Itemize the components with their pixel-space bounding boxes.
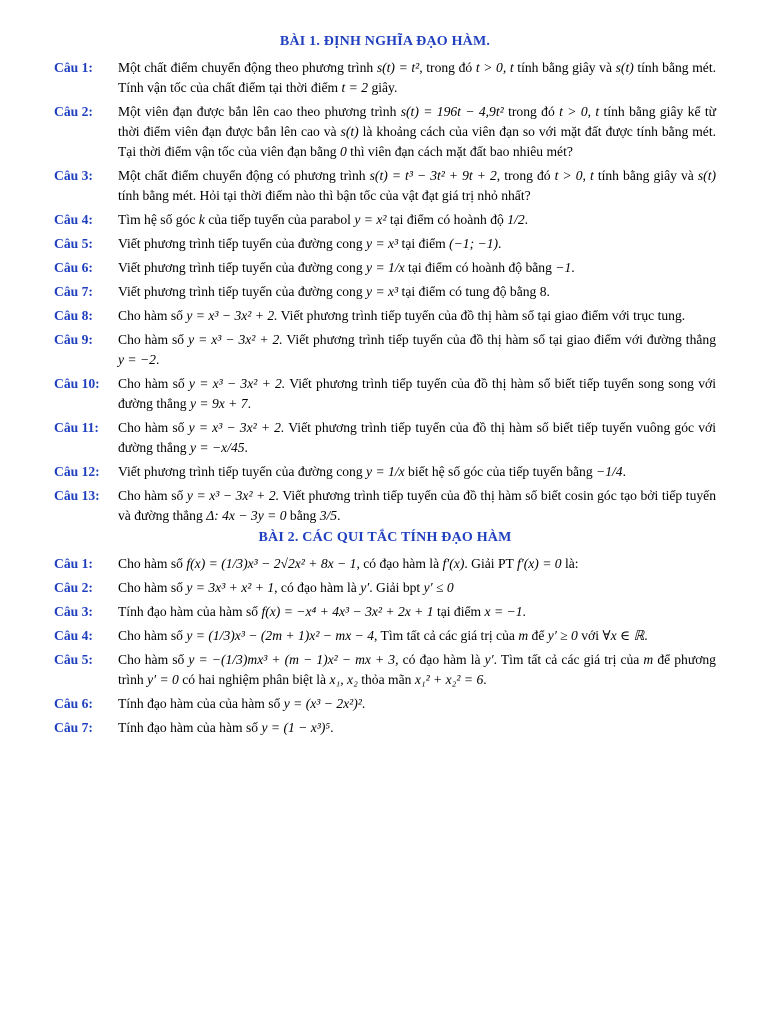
math-expression: y = x³ − 3x² + 2.: [186, 488, 280, 503]
text-segment: tại điểm: [433, 604, 485, 619]
math-expression: m: [518, 628, 529, 643]
question-label: Câu 11:: [54, 420, 99, 435]
math-expression: y = 3x³ + x² + 1: [186, 580, 275, 595]
question-item: [54, 102, 716, 162]
question-item: [54, 626, 716, 646]
text-segment: Cho hàm số: [118, 376, 189, 391]
question-text: [118, 578, 716, 598]
text-segment: giây.: [368, 80, 398, 95]
text-segment: .: [524, 212, 529, 227]
text-segment: bằng: [286, 508, 320, 523]
math-expression: f(x) = (1/3)x³ − 2√2x² + 8x − 1: [186, 556, 357, 571]
question-label: Câu 4:: [54, 628, 93, 643]
question-text: [118, 718, 716, 738]
text-segment: của tiếp tuyến của parabol: [204, 212, 355, 227]
question-item: [54, 166, 716, 206]
math-expression: t = 2: [341, 80, 369, 95]
text-segment: .: [155, 352, 160, 367]
question-item: [54, 578, 716, 598]
question-item: [54, 554, 716, 574]
question-item: [54, 234, 716, 254]
question-list: [54, 58, 716, 526]
question-text: [118, 210, 716, 230]
math-expression: y = −2: [118, 352, 156, 367]
question-item: [54, 602, 716, 622]
question-item: [54, 282, 716, 302]
question-item: [54, 374, 716, 414]
math-expression: t > 0, t: [554, 168, 594, 183]
text-segment: Viết phương trình tiếp tuyến của đường cong: [118, 236, 367, 251]
math-expression: y = x³ − 3x² + 2.: [188, 332, 283, 347]
question-text: [118, 462, 716, 482]
math-expression: −1: [555, 260, 572, 275]
section-title: BÀI 1. ĐỊNH NGHĨA ĐẠO HÀM.: [279, 34, 491, 49]
text-segment: , Tìm tất cả các giá trị của: [374, 628, 519, 643]
math-expression: y = (x³ − 2x²)²: [283, 696, 362, 711]
math-expression: f′(x) = 0: [516, 556, 562, 571]
text-segment: Viết phương trình tiếp tuyến của đồ thị hàm số biết tiếp tuyến song song với đường thẳng: [118, 376, 716, 411]
text-segment: Cho hàm số: [118, 420, 189, 435]
math-expression: s(t) = t²: [376, 60, 420, 75]
text-segment: Viết phương trình tiếp tuyến của đường cong: [118, 464, 367, 479]
math-expression: k: [198, 212, 205, 227]
question-text: [118, 486, 716, 526]
question-text: [118, 374, 716, 414]
text-segment: , có đạo hàm là: [395, 652, 485, 667]
text-segment: .: [522, 604, 526, 619]
text-segment: tính bằng giây và: [593, 168, 698, 183]
math-expression: x = −1: [484, 604, 523, 619]
text-segment: Cho hàm số: [118, 652, 189, 667]
text-segment: tại điểm có hoành độ bằng: [404, 260, 556, 275]
question-text: [118, 258, 716, 278]
text-segment: có hai nghiệm phân biệt là: [178, 672, 330, 687]
question-label: Câu 9:: [54, 332, 93, 347]
math-expression: s(t): [697, 168, 716, 183]
question-text: [118, 554, 716, 574]
text-segment: .: [330, 720, 334, 735]
math-expression: Δ: 4x − 3y = 0: [206, 508, 287, 523]
question-label: Câu 5:: [54, 236, 93, 251]
math-expression: 1/2: [507, 212, 525, 227]
math-expression: y = x³: [366, 236, 399, 251]
question-item: [54, 210, 716, 230]
text-segment: Một chất điểm chuyển động có phương trình: [118, 168, 370, 183]
math-expression: s(t): [615, 60, 634, 75]
text-segment: .: [571, 260, 575, 275]
text-segment: Cho hàm số: [118, 308, 187, 323]
math-expression: y = x³ − 3x² + 2.: [188, 420, 285, 435]
question-text: [118, 234, 716, 254]
question-text: [118, 58, 716, 98]
math-expression: s(t) = 196t − 4,9t²: [400, 104, 504, 119]
math-expression: y = x³: [366, 284, 399, 299]
math-expression: x₁, x₂: [329, 672, 358, 687]
question-text: [118, 626, 716, 646]
math-expression: x₁² + x₂² = 6: [414, 672, 484, 687]
question-label: Câu 4:: [54, 212, 93, 227]
question-label: Câu 3:: [54, 168, 93, 183]
text-segment: , trong đó: [419, 60, 476, 75]
text-segment: , có đạo hàm là: [356, 556, 443, 571]
text-segment: tại điểm có hoành độ: [386, 212, 508, 227]
math-expression: y = −x/45: [189, 440, 245, 455]
text-segment: trong đó: [503, 104, 560, 119]
text-segment: Viết phương trình tiếp tuyến của đồ thị hàm số tại giao điểm với trục tung.: [277, 308, 686, 323]
text-segment: Cho hàm số: [118, 332, 189, 347]
math-expression: y = x²: [354, 212, 387, 227]
text-segment: , có đạo hàm là: [274, 580, 361, 595]
math-expression: y′ ≤ 0: [423, 580, 454, 595]
question-label: Câu 7:: [54, 284, 93, 299]
math-expression: s(t): [340, 124, 359, 139]
math-expression: y′: [360, 580, 370, 595]
question-item: [54, 330, 716, 370]
text-segment: Tìm hệ số góc: [118, 212, 199, 227]
math-expression: 3/5: [319, 508, 338, 523]
text-segment: tính bằng mét. Tính vận tốc của chất điểm tại thời điểm: [118, 60, 716, 95]
question-item: [54, 650, 716, 690]
section-title: BÀI 2. CÁC QUI TẮC TÍNH ĐẠO HÀM: [258, 530, 512, 545]
text-segment: .: [483, 672, 487, 687]
text-segment: Tính đạo hàm của hàm số: [118, 720, 262, 735]
text-segment: .: [337, 508, 341, 523]
math-expression: y = 9x + 7: [189, 396, 248, 411]
text-segment: Viết phương trình tiếp tuyến của đường cong: [118, 260, 367, 275]
text-segment: tại điểm có tung độ bằng 8.: [398, 284, 550, 299]
math-expression: f′(x): [442, 556, 465, 571]
question-text: [118, 306, 716, 326]
text-segment: Viết phương trình tiếp tuyến của đồ thị hàm số tại giao điểm với đường thẳng: [282, 332, 716, 347]
math-expression: y = (1/3)x³ − (2m + 1)x² − mx − 4: [186, 628, 374, 643]
text-segment: Viết phương trình tiếp tuyến của đồ thị hàm số biết tiếp tuyến vuông góc với đường thẳng: [118, 420, 716, 455]
math-expression: y = 1/x: [366, 464, 405, 479]
text-segment: để phương trình: [118, 652, 716, 687]
question-text: [118, 650, 716, 690]
text-segment: biết hệ số góc của tiếp tuyến bằng: [404, 464, 597, 479]
text-segment: , trong đó: [496, 168, 555, 183]
text-segment: để: [528, 628, 548, 643]
math-expression: ∀x ∈ ℝ: [602, 628, 645, 643]
math-expression: m: [643, 652, 654, 667]
text-segment: Viết phương trình tiếp tuyến của đồ thị hàm số biết cosin góc tạo bởi tiếp tuyến và đường thẳng: [118, 488, 716, 523]
question-item: [54, 718, 716, 738]
question-label: Câu 6:: [54, 260, 93, 275]
question-label: Câu 12:: [54, 464, 100, 479]
text-segment: Cho hàm số: [118, 488, 187, 503]
text-segment: Viết phương trình tiếp tuyến của đường cong: [118, 284, 367, 299]
math-expression: (−1; −1): [449, 236, 499, 251]
text-segment: tính bằng mét. Hỏi tại thời điểm nào thì bận tốc của vật đạt giá trị nhỏ nhất?: [118, 188, 531, 203]
question-text: [118, 102, 716, 162]
question-label: Câu 13:: [54, 488, 100, 503]
question-label: Câu 6:: [54, 696, 93, 711]
math-expression: y = 1/x: [366, 260, 405, 275]
question-text: [118, 282, 716, 302]
math-expression: y′ ≥ 0: [547, 628, 578, 643]
text-segment: là khoảng cách của viên đạn so với mặt đất được tính bằng mét. Tại thời điểm vận tốc của viên đạn bằng: [118, 124, 717, 159]
question-item: [54, 486, 716, 526]
question-label: Câu 10:: [54, 376, 100, 391]
text-segment: . Tìm tất cả các giá trị của: [493, 652, 644, 667]
math-expression: y = x³ − 3x² + 2.: [188, 376, 286, 391]
question-label: Câu 3:: [54, 604, 93, 619]
question-text: [118, 418, 716, 458]
text-segment: Một viên đạn được bắn lên cao theo phương trình: [118, 104, 401, 119]
text-segment: Tính đạo hàm của hàm số: [118, 604, 262, 619]
text-segment: Một chất điểm chuyển động theo phương trình: [118, 60, 377, 75]
question-list: [54, 554, 716, 738]
math-expression: y = x³ − 3x² + 2.: [186, 308, 278, 323]
section-2: [54, 530, 716, 738]
math-expression: −1/4: [596, 464, 623, 479]
question-text: [118, 602, 716, 622]
text-segment: Tính đạo hàm của của hàm số: [118, 696, 284, 711]
question-item: [54, 462, 716, 482]
text-segment: tính bằng giây kể từ thời điểm viên đạn được bắn lên cao và: [118, 104, 717, 139]
math-expression: f(x) = −x⁴ + 4x³ − 3x² + 2x + 1: [261, 604, 434, 619]
text-segment: .: [244, 440, 248, 455]
question-item: [54, 258, 716, 278]
text-segment: là:: [561, 556, 579, 571]
question-label: Câu 1:: [54, 60, 93, 75]
math-expression: 0: [339, 144, 347, 159]
text-segment: .: [622, 464, 626, 479]
text-segment: . Giải PT: [464, 556, 517, 571]
math-expression: y = (1 − x³)⁵: [261, 720, 331, 735]
text-segment: .: [361, 696, 366, 711]
text-segment: Cho hàm số: [118, 628, 187, 643]
math-expression: y = −(1/3)mx³ + (m − 1)x² − mx + 3: [188, 652, 396, 667]
question-label: Câu 2:: [54, 104, 93, 119]
question-label: Câu 1:: [54, 556, 93, 571]
text-segment: với: [577, 628, 603, 643]
math-expression: t > 0, t: [559, 104, 600, 119]
text-segment: .: [247, 396, 251, 411]
text-segment: thì viên đạn cách mặt đất bao nhiêu mét?: [346, 144, 573, 159]
question-label: Câu 2:: [54, 580, 93, 595]
text-segment: tại điểm: [398, 236, 450, 251]
text-segment: . Giải bpt: [369, 580, 424, 595]
text-segment: tính bằng giây và: [513, 60, 616, 75]
text-segment: thỏa mãn: [357, 672, 415, 687]
text-segment: .: [644, 628, 648, 643]
question-item: [54, 58, 716, 98]
text-segment: .: [498, 236, 502, 251]
math-expression: s(t) = t³ − 3t² + 9t + 2: [369, 168, 497, 183]
question-label: Câu 8:: [54, 308, 93, 323]
question-item: [54, 694, 716, 714]
text-segment: Cho hàm số: [118, 580, 187, 595]
question-label: Câu 7:: [54, 720, 93, 735]
question-text: [118, 166, 716, 206]
question-text: [118, 694, 716, 714]
math-expression: y′: [484, 652, 494, 667]
section-1: [54, 34, 716, 526]
text-segment: Cho hàm số: [118, 556, 187, 571]
question-item: [54, 418, 716, 458]
math-expression: t > 0, t: [475, 60, 514, 75]
math-expression: y′ = 0: [147, 672, 179, 687]
question-item: [54, 306, 716, 326]
question-label: Câu 5:: [54, 652, 93, 667]
question-text: [118, 330, 716, 370]
